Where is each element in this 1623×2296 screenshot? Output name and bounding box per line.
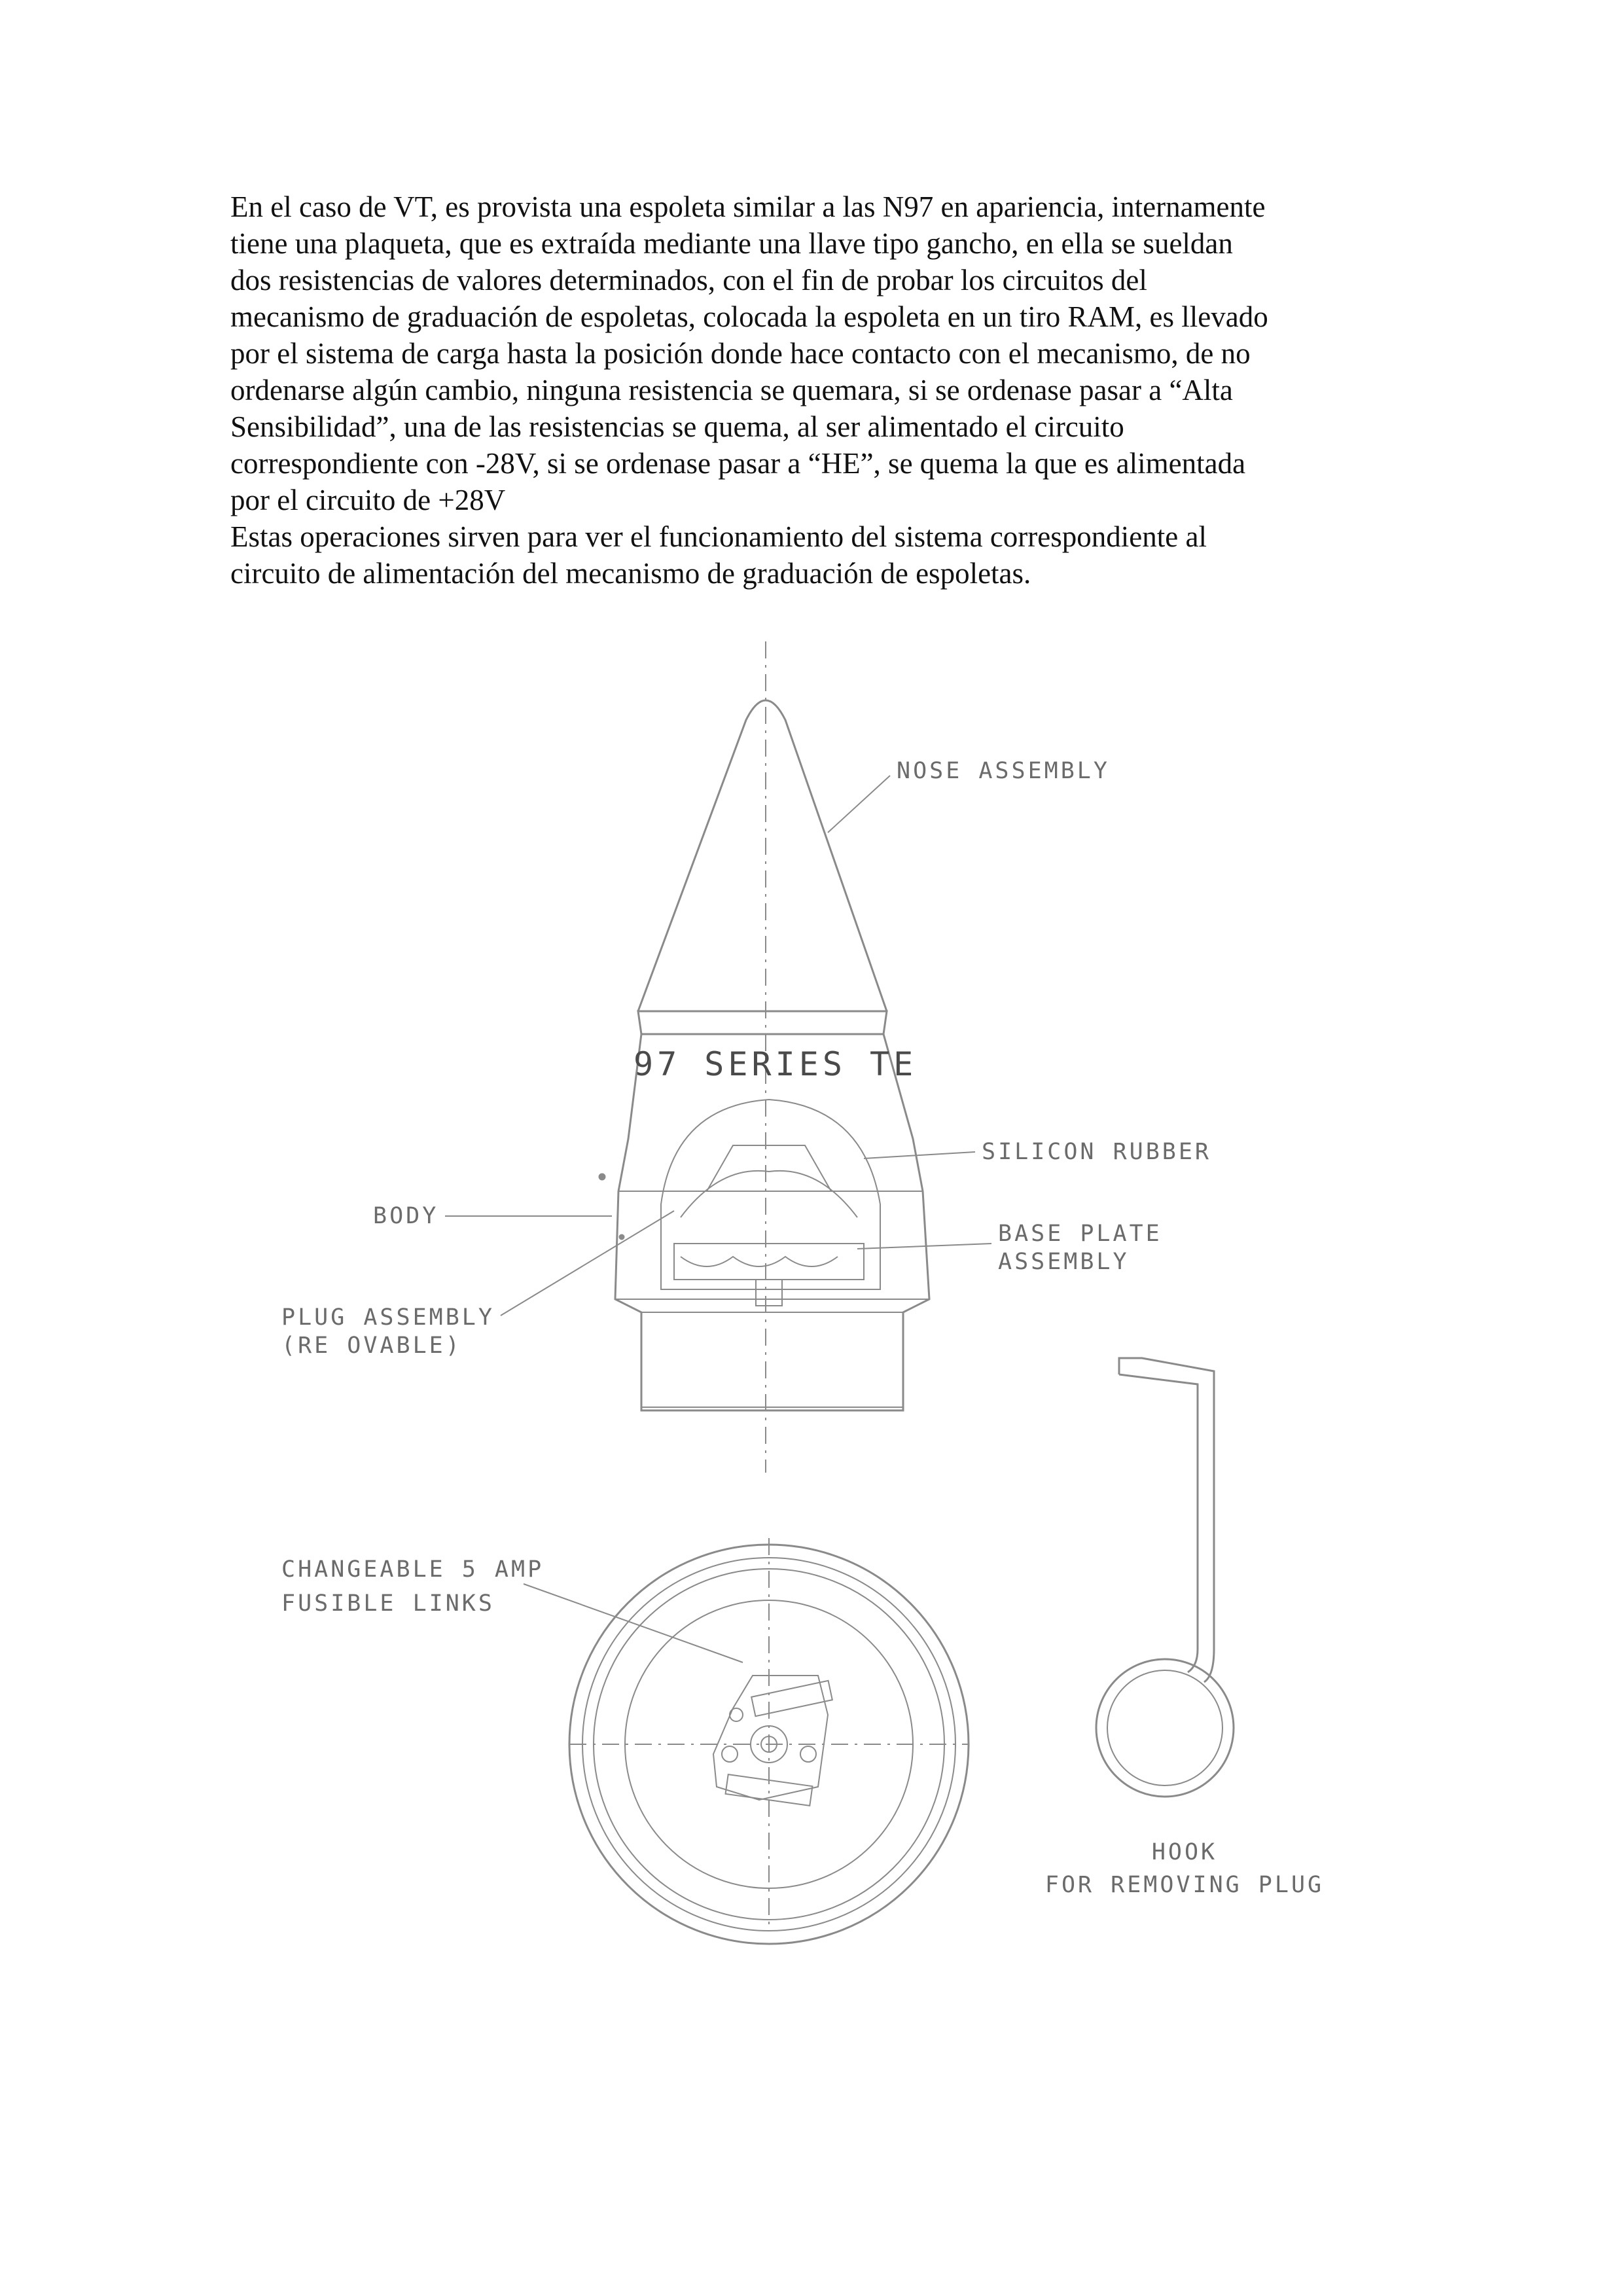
- plan-plug-outline: [713, 1676, 828, 1800]
- plan-screw: [722, 1746, 738, 1762]
- label-fusible-links: FUSIBLE LINKS: [281, 1590, 495, 1617]
- plug-detail: [681, 1171, 857, 1217]
- shoulder-band: [638, 1011, 887, 1034]
- text-line: dos resistencias de valores determinados, con el fin de probar los circuitos del: [230, 264, 1147, 296]
- label-base-plate-assembly: ASSEMBLY: [998, 1249, 1130, 1275]
- paragraph-1: [230, 188, 1415, 518]
- small-mark: [620, 1235, 624, 1239]
- leader-fusible: [524, 1584, 743, 1662]
- paragraph-2: [230, 518, 1415, 592]
- leader-silicon: [864, 1152, 975, 1158]
- leader-nose: [828, 776, 890, 833]
- text-line: Sensibilidad”, una de las resistencias se quema, al ser alimentado el circuito: [230, 410, 1124, 443]
- nose-cone: [638, 700, 887, 1011]
- internal-cavity: [661, 1100, 880, 1289]
- text-line: En el caso de VT, es provista una espoleta similar a las N97 en apariencia, internamente: [230, 190, 1266, 223]
- label-series: 97 SERIES TE: [633, 1045, 918, 1083]
- plate-detail: [674, 1244, 864, 1280]
- text-line: por el sistema de carga hasta la posición donde hace contacto con el mecanismo, de no: [230, 337, 1251, 370]
- hook-tool: [1119, 1358, 1214, 1682]
- label-plug-assembly: PLUG ASSEMBLY: [281, 1304, 495, 1331]
- label-nose-assembly: NOSE ASSEMBLY: [897, 758, 1110, 784]
- small-mark: [599, 1174, 605, 1179]
- text-line: mecanismo de graduación de espoletas, colocada la espoleta en un tiro RAM, es llevado: [230, 300, 1268, 333]
- text-line: correspondiente con -28V, si se ordenase pasar a “HE”, se quema la que es alimentada: [230, 447, 1246, 480]
- label-hook: HOOK: [1151, 1839, 1218, 1865]
- plug-stem: [756, 1280, 782, 1306]
- text-line: ordenarse algún cambio, ninguna resistencia se quemara, si se ordenase pasar a “Alta: [230, 374, 1233, 406]
- label-base-plate: BASE PLATE: [998, 1221, 1162, 1247]
- plan-screw: [800, 1746, 816, 1762]
- label-changeable: CHANGEABLE 5 AMP: [281, 1556, 544, 1583]
- hook-ring-inner: [1107, 1670, 1222, 1785]
- label-silicon-rubber: SILICON RUBBER: [982, 1139, 1212, 1165]
- text-line: tiene una plaqueta, que es extraída mediante una llave tipo gancho, en ella se sueldan: [230, 227, 1233, 260]
- fuze-drawing: [0, 628, 1623, 2003]
- text-line: Estas operaciones sirven para ver el funcionamiento del sistema correspondiente al: [230, 520, 1207, 553]
- label-body: BODY: [373, 1203, 439, 1229]
- plug-detail: [707, 1145, 831, 1191]
- label-plug-removable: (RE OVABLE): [281, 1333, 462, 1359]
- body-text: [230, 188, 1415, 592]
- text-line: por el circuito de +28V: [230, 484, 506, 516]
- fuze-diagram: [0, 628, 1623, 2003]
- body-outline: [615, 1034, 929, 1410]
- plate-detail: [681, 1257, 838, 1266]
- leader-baseplate: [857, 1244, 991, 1249]
- label-hook-purpose: FOR REMOVING PLUG: [1044, 1872, 1325, 1898]
- text-line: circuito de alimentación del mecanismo de graduación de espoletas.: [230, 557, 1031, 590]
- hook-ring: [1096, 1659, 1234, 1797]
